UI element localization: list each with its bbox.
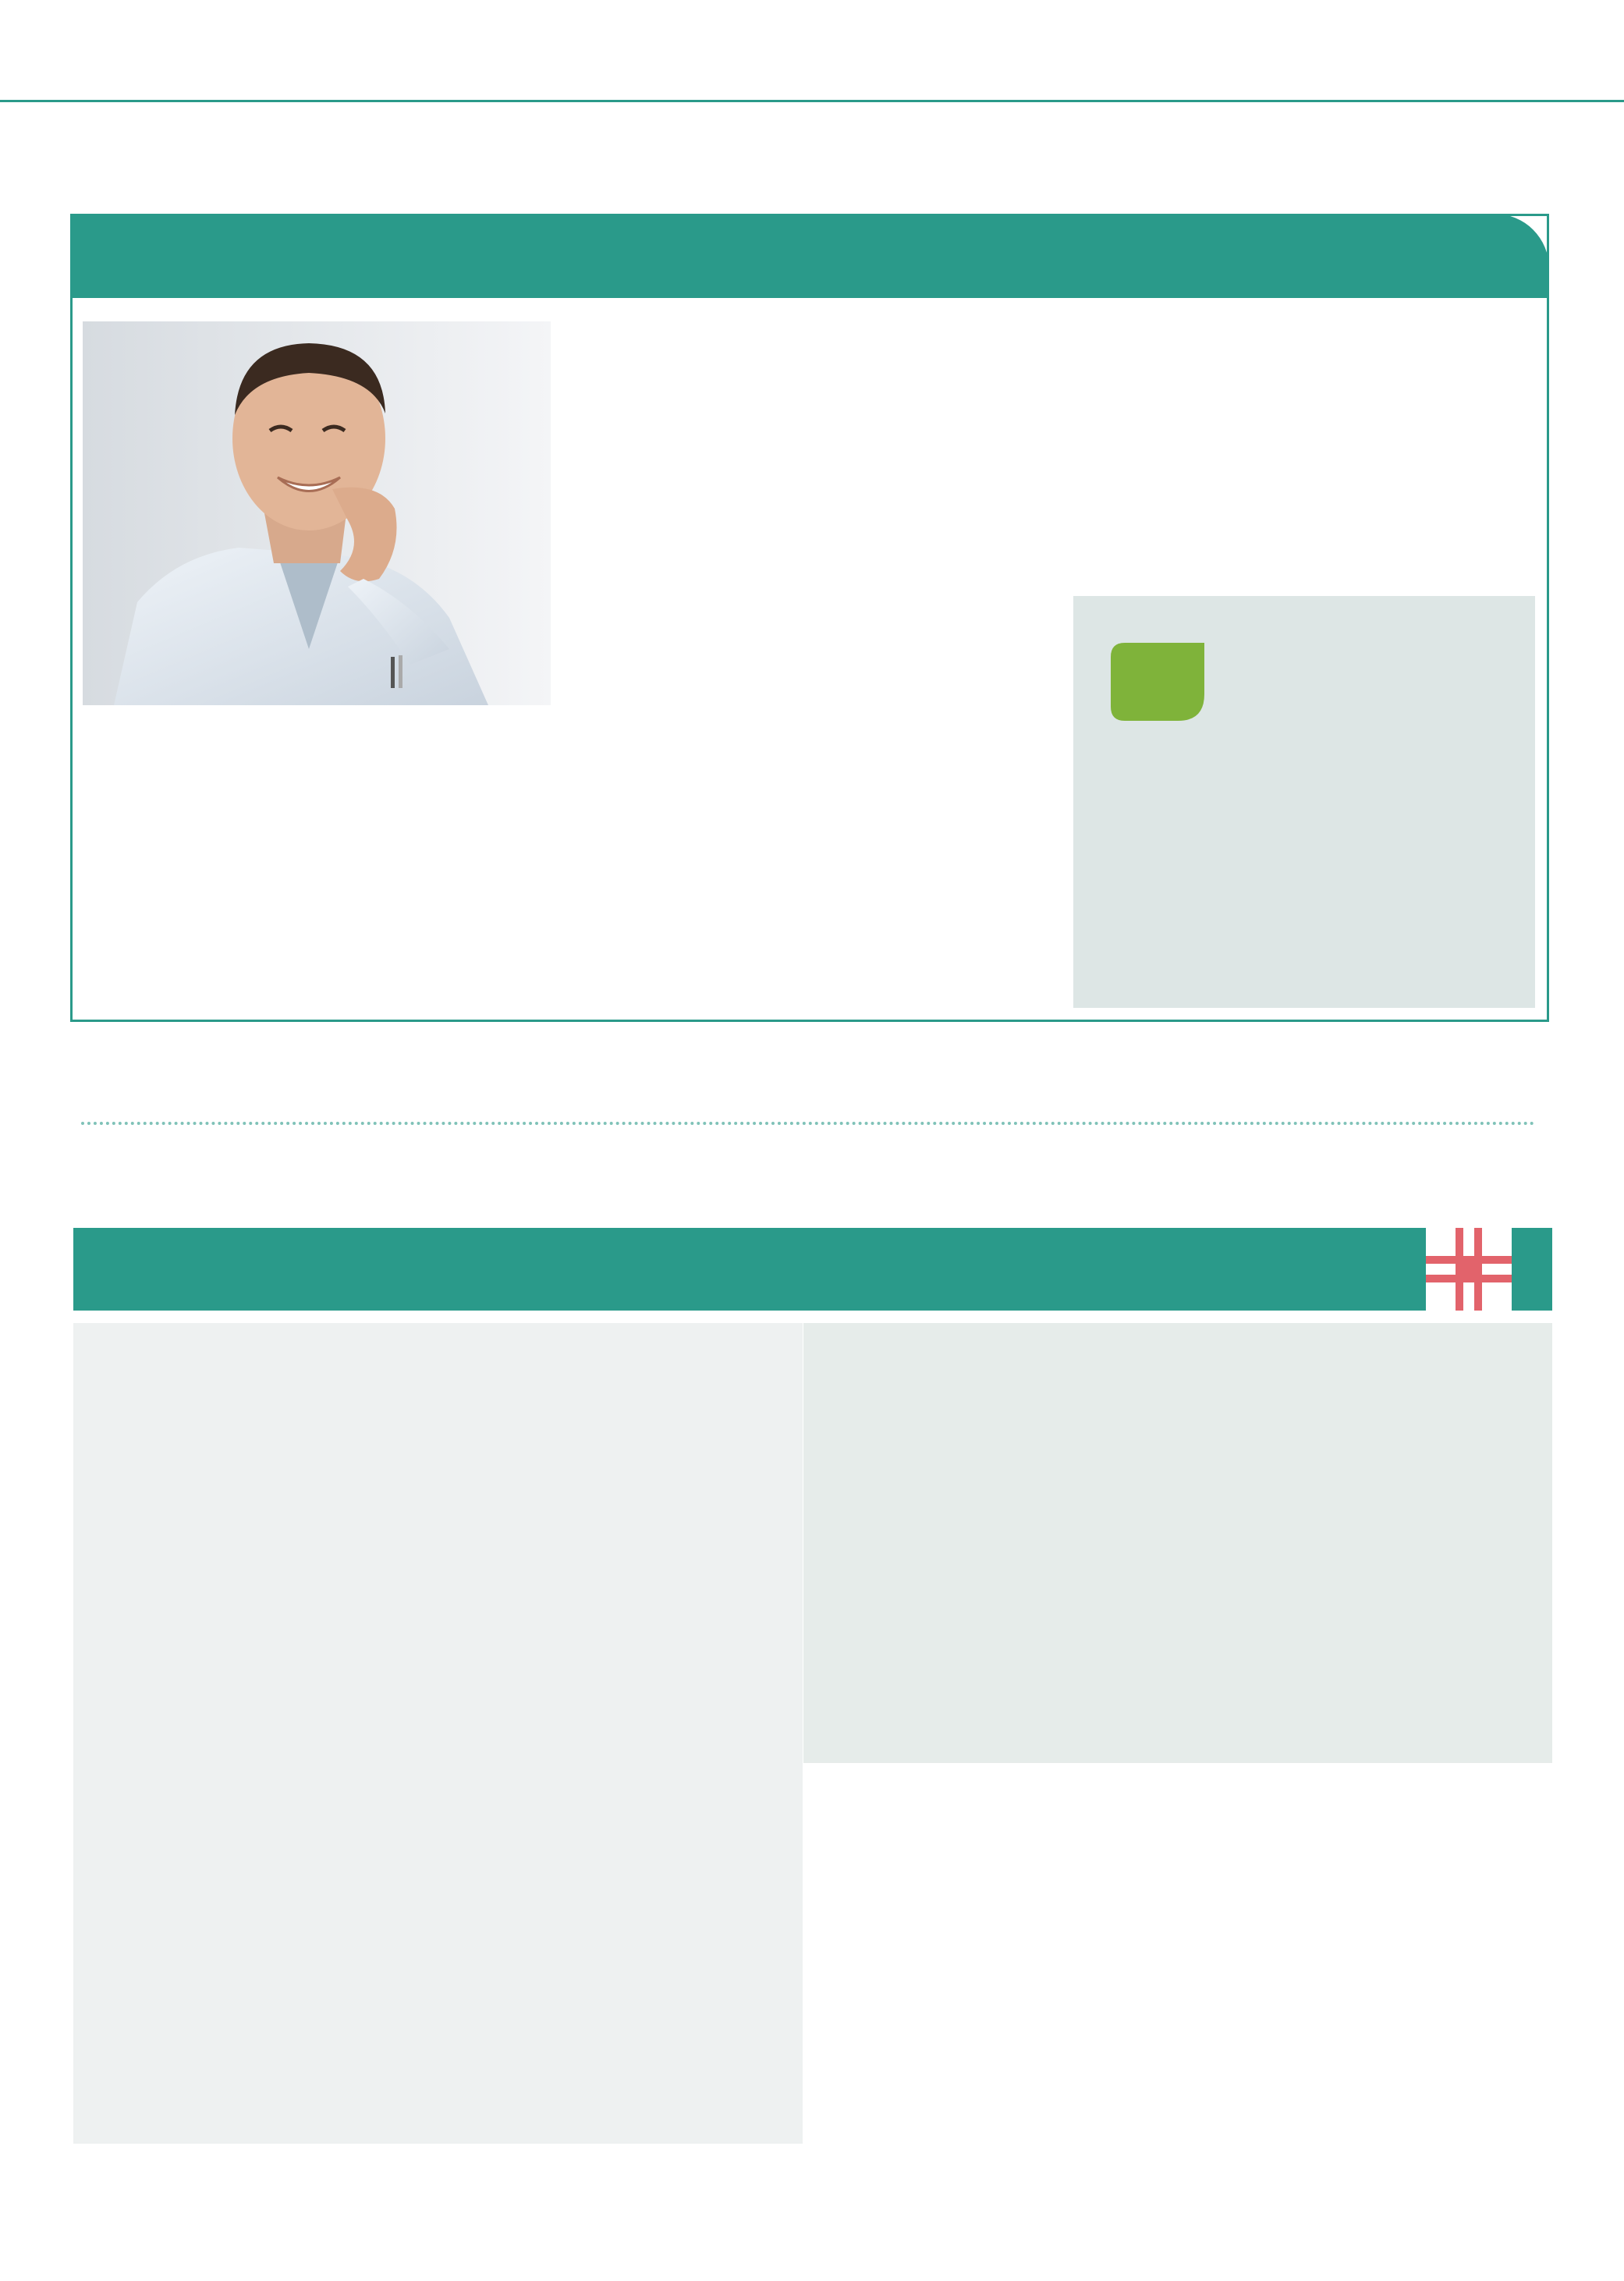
pharmacy-title-bar xyxy=(73,1228,1552,1311)
parkclinic-logo xyxy=(1108,640,1482,725)
section-divider xyxy=(81,1122,1535,1125)
cross-icon xyxy=(1426,1228,1512,1311)
header-rule xyxy=(0,100,1624,102)
meran-pharmacies-panel xyxy=(73,1323,803,2144)
article-title-bar xyxy=(70,214,1549,298)
regional-pharmacies-panel xyxy=(803,1323,1552,1763)
clinic-info-box xyxy=(1073,596,1535,1008)
doctor-photo xyxy=(83,321,551,705)
